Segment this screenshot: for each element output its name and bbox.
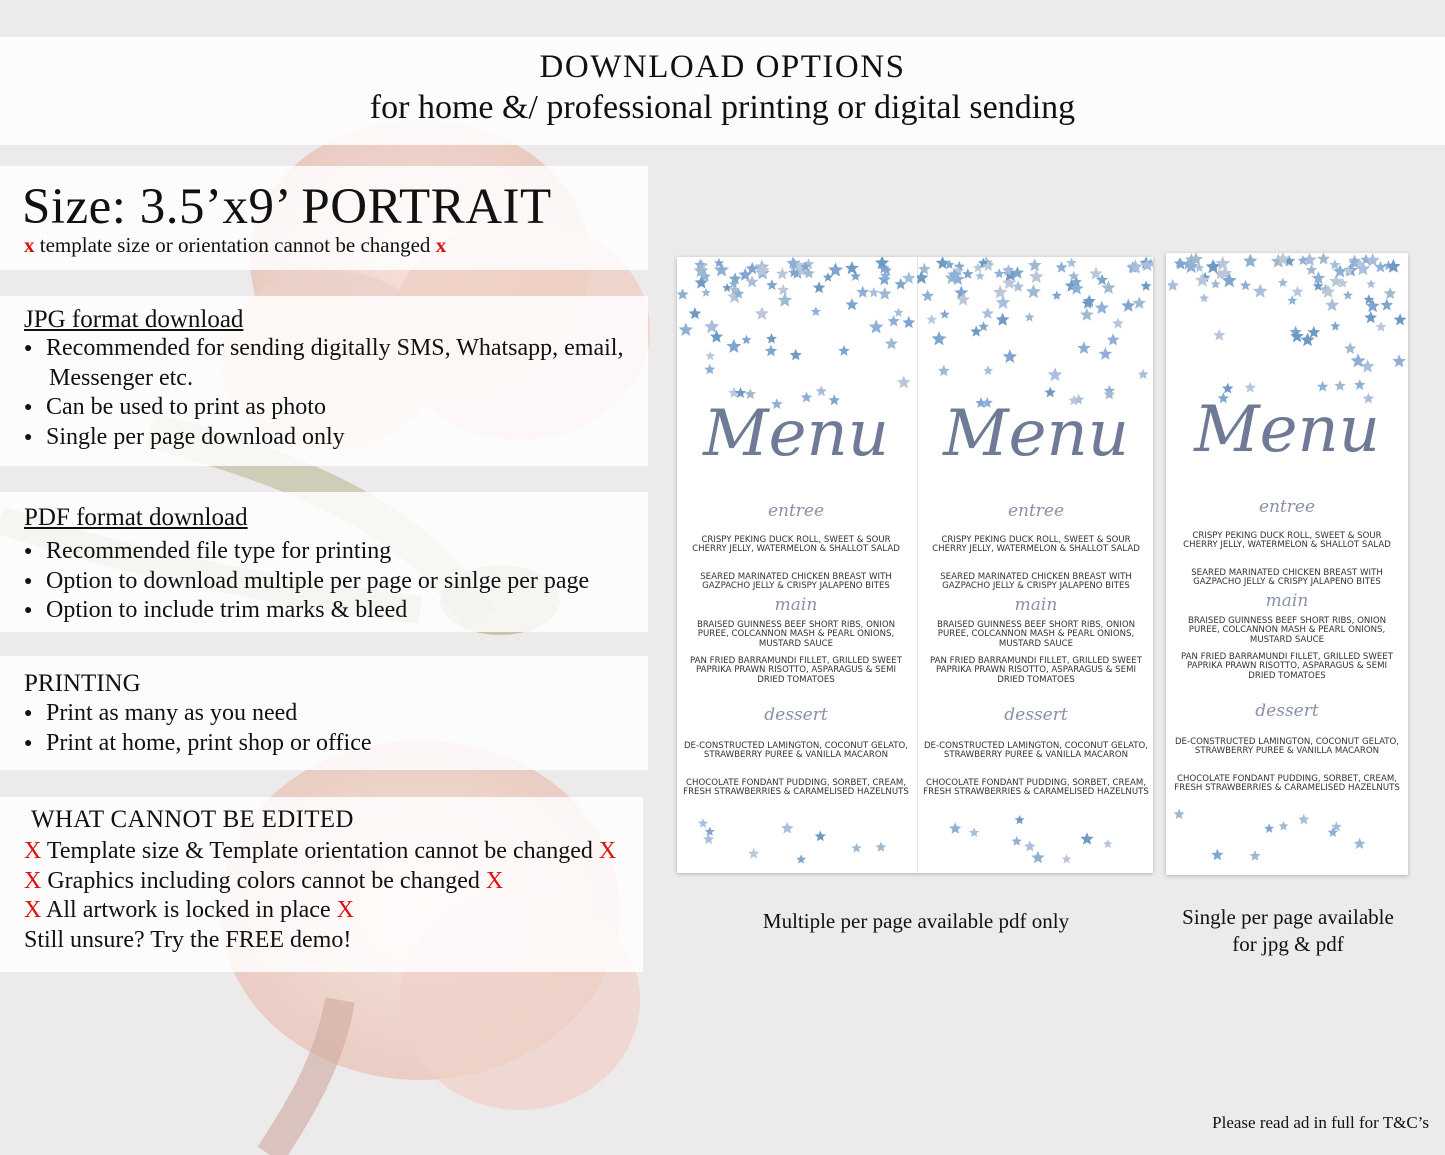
list-item: ● Print at home, print shop or office <box>24 729 372 759</box>
pdf-heading: PDF format download <box>24 504 248 531</box>
list-item: ● Can be used to print as photo <box>24 393 623 423</box>
list-item-text: All artwork is locked in place <box>46 897 331 923</box>
jpg-panel <box>0 296 648 466</box>
x-mark-icon: X <box>598 838 617 864</box>
menu-card <box>917 257 1153 873</box>
list-item <box>24 837 616 867</box>
menu-item: PAN FRIED BARRAMUNDI FILLET, GRILLED SWEET PAPRIKA PRAWN RISOTTO, ASPARAGUS & SEMI DRIED TOMATOES <box>1181 652 1393 681</box>
header-banner <box>0 37 1445 145</box>
menu-section-dessert: dessert <box>1255 701 1319 721</box>
menu-item: DE-CONSTRUCTED LAMINGTON, COCONUT GELATO, STRAWBERRY PUREE & VANILLA MACARON <box>1174 737 1400 757</box>
cannot-edit-panel <box>0 797 643 972</box>
page-title: DOWNLOAD OPTIONS <box>539 49 906 85</box>
pdf-list <box>24 537 589 626</box>
x-mark-icon: x <box>435 233 447 257</box>
menu-section-main: main <box>774 595 818 615</box>
menu-section-entree: entree <box>767 501 825 521</box>
menu-item: BRAISED GUINNESS BEEF SHORT RIBS, ONION PUREE, COLCANNON MASH & PEARL ONIONS, MUSTARD SAUCE <box>936 620 1136 649</box>
x-mark-icon: X <box>24 838 42 864</box>
menu-item: SEARED MARINATED CHICKEN BREAST WITH GAZPACHO JELLY & CRISPY JALAPENO BITES <box>700 572 892 592</box>
menu-section-dessert: dessert <box>1004 705 1068 725</box>
menu-item: CHOCOLATE FONDANT PUDDING, SORBET, CREAM, FRESH STRAWBERRIES & CARAMELISED HAZELNUTS <box>683 778 909 798</box>
list-item: Still unsure? Try the FREE demo! <box>24 926 352 953</box>
menu-item: CRISPY PEKING DUCK ROLL, SWEET & SOUR CHERRY JELLY, WATERMELON & SHALLOT SALAD <box>692 535 900 555</box>
menu-section-main: main <box>1265 591 1309 611</box>
list-item: Messenger etc. <box>49 364 193 391</box>
menu-item: SEARED MARINATED CHICKEN BREAST WITH GAZPACHO JELLY & CRISPY JALAPENO BITES <box>1191 568 1383 588</box>
terms-footnote: Please read ad in full for T&C’s <box>1212 1113 1429 1132</box>
printing-panel <box>0 656 648 770</box>
printing-heading: PRINTING <box>24 670 141 697</box>
menu-section-dessert: dessert <box>764 705 828 725</box>
x-mark-icon: X <box>336 897 354 923</box>
menu-item: BRAISED GUINNESS BEEF SHORT RIBS, ONION PUREE, COLCANNON MASH & PEARL ONIONS, MUSTARD SAUCE <box>1187 616 1387 645</box>
x-mark-icon: x <box>24 233 35 257</box>
menu-title: Menu <box>703 397 889 471</box>
multi-caption: Multiple per page available pdf only <box>762 909 1070 933</box>
list-item: ● Single per page download only <box>24 423 623 453</box>
cannot-edit-heading: WHAT CANNOT BE EDITED <box>31 806 354 833</box>
menu-item: CHOCOLATE FONDANT PUDDING, SORBET, CREAM, FRESH STRAWBERRIES & CARAMELISED HAZELNUTS <box>1174 774 1400 794</box>
menu-item: BRAISED GUINNESS BEEF SHORT RIBS, ONION PUREE, COLCANNON MASH & PEARL ONIONS, MUSTARD SAUCE <box>696 620 896 649</box>
menu-title: Menu <box>1194 393 1380 467</box>
list-item <box>24 896 616 926</box>
list-item: ● Print as many as you need <box>24 699 372 729</box>
menu-section-main: main <box>1014 595 1058 615</box>
menu-title: Menu <box>943 397 1129 471</box>
menu-section-entree: entree <box>1007 501 1065 521</box>
cannot-edit-list <box>24 837 616 955</box>
list-item <box>24 867 616 897</box>
size-panel <box>0 166 648 270</box>
menu-item: DE-CONSTRUCTED LAMINGTON, COCONUT GELATO, STRAWBERRY PUREE & VANILLA MACARON <box>923 741 1149 761</box>
menu-item: PAN FRIED BARRAMUNDI FILLET, GRILLED SWEET PAPRIKA PRAWN RISOTTO, ASPARAGUS & SEMI DRIED TOMATOES <box>930 656 1142 685</box>
jpg-list <box>24 334 623 452</box>
menu-item: PAN FRIED BARRAMUNDI FILLET, GRILLED SWEET PAPRIKA PRAWN RISOTTO, ASPARAGUS & SEMI DRIED TOMATOES <box>690 656 902 685</box>
menu-item: SEARED MARINATED CHICKEN BREAST WITH GAZPACHO JELLY & CRISPY JALAPENO BITES <box>940 572 1132 592</box>
size-note-text: template size or orientation cannot be changed <box>34 233 436 257</box>
x-mark-icon: X <box>24 867 42 894</box>
x-mark-icon: X <box>24 897 42 923</box>
menu-section-entree: entree <box>1258 497 1316 517</box>
x-mark-icon: X <box>485 867 504 894</box>
list-item-text: Graphics including colors cannot be changed <box>47 867 480 894</box>
menu-item: CHOCOLATE FONDANT PUDDING, SORBET, CREAM, FRESH STRAWBERRIES & CARAMELISED HAZELNUTS <box>923 778 1149 798</box>
menu-card <box>1168 253 1406 875</box>
single-per-page-preview <box>1166 253 1408 875</box>
single-caption-line: for jpg & pdf <box>1232 932 1344 956</box>
menu-item: CRISPY PEKING DUCK ROLL, SWEET & SOUR CHERRY JELLY, WATERMELON & SHALLOT SALAD <box>932 535 1140 555</box>
list-item: ● Option to download multiple per page or sinlge per page <box>24 567 589 597</box>
size-note <box>24 233 446 258</box>
list-item-text: Template size & Template orientation cannot be changed <box>46 838 593 864</box>
single-caption <box>1160 904 1416 958</box>
menu-card <box>677 257 915 873</box>
jpg-heading: JPG format download <box>24 306 244 333</box>
multi-per-page-preview <box>677 257 1153 873</box>
list-item: ● Option to include trim marks & bleed <box>24 596 589 626</box>
page-subtitle: for home &/ professional printing or digital sending <box>369 89 1076 126</box>
printing-list <box>24 699 372 758</box>
menu-item: DE-CONSTRUCTED LAMINGTON, COCONUT GELATO, STRAWBERRY PUREE & VANILLA MACARON <box>683 741 909 761</box>
pdf-panel <box>0 492 648 632</box>
list-item: ● Recommended for sending digitally SMS, Whatsapp, email, <box>24 334 623 364</box>
menu-item: CRISPY PEKING DUCK ROLL, SWEET & SOUR CHERRY JELLY, WATERMELON & SHALLOT SALAD <box>1183 531 1391 551</box>
list-item: ● Recommended file type for printing <box>24 537 589 567</box>
size-title: Size: 3.5’x9’ PORTRAIT <box>22 179 552 235</box>
single-caption-line: Single per page available <box>1182 905 1394 929</box>
